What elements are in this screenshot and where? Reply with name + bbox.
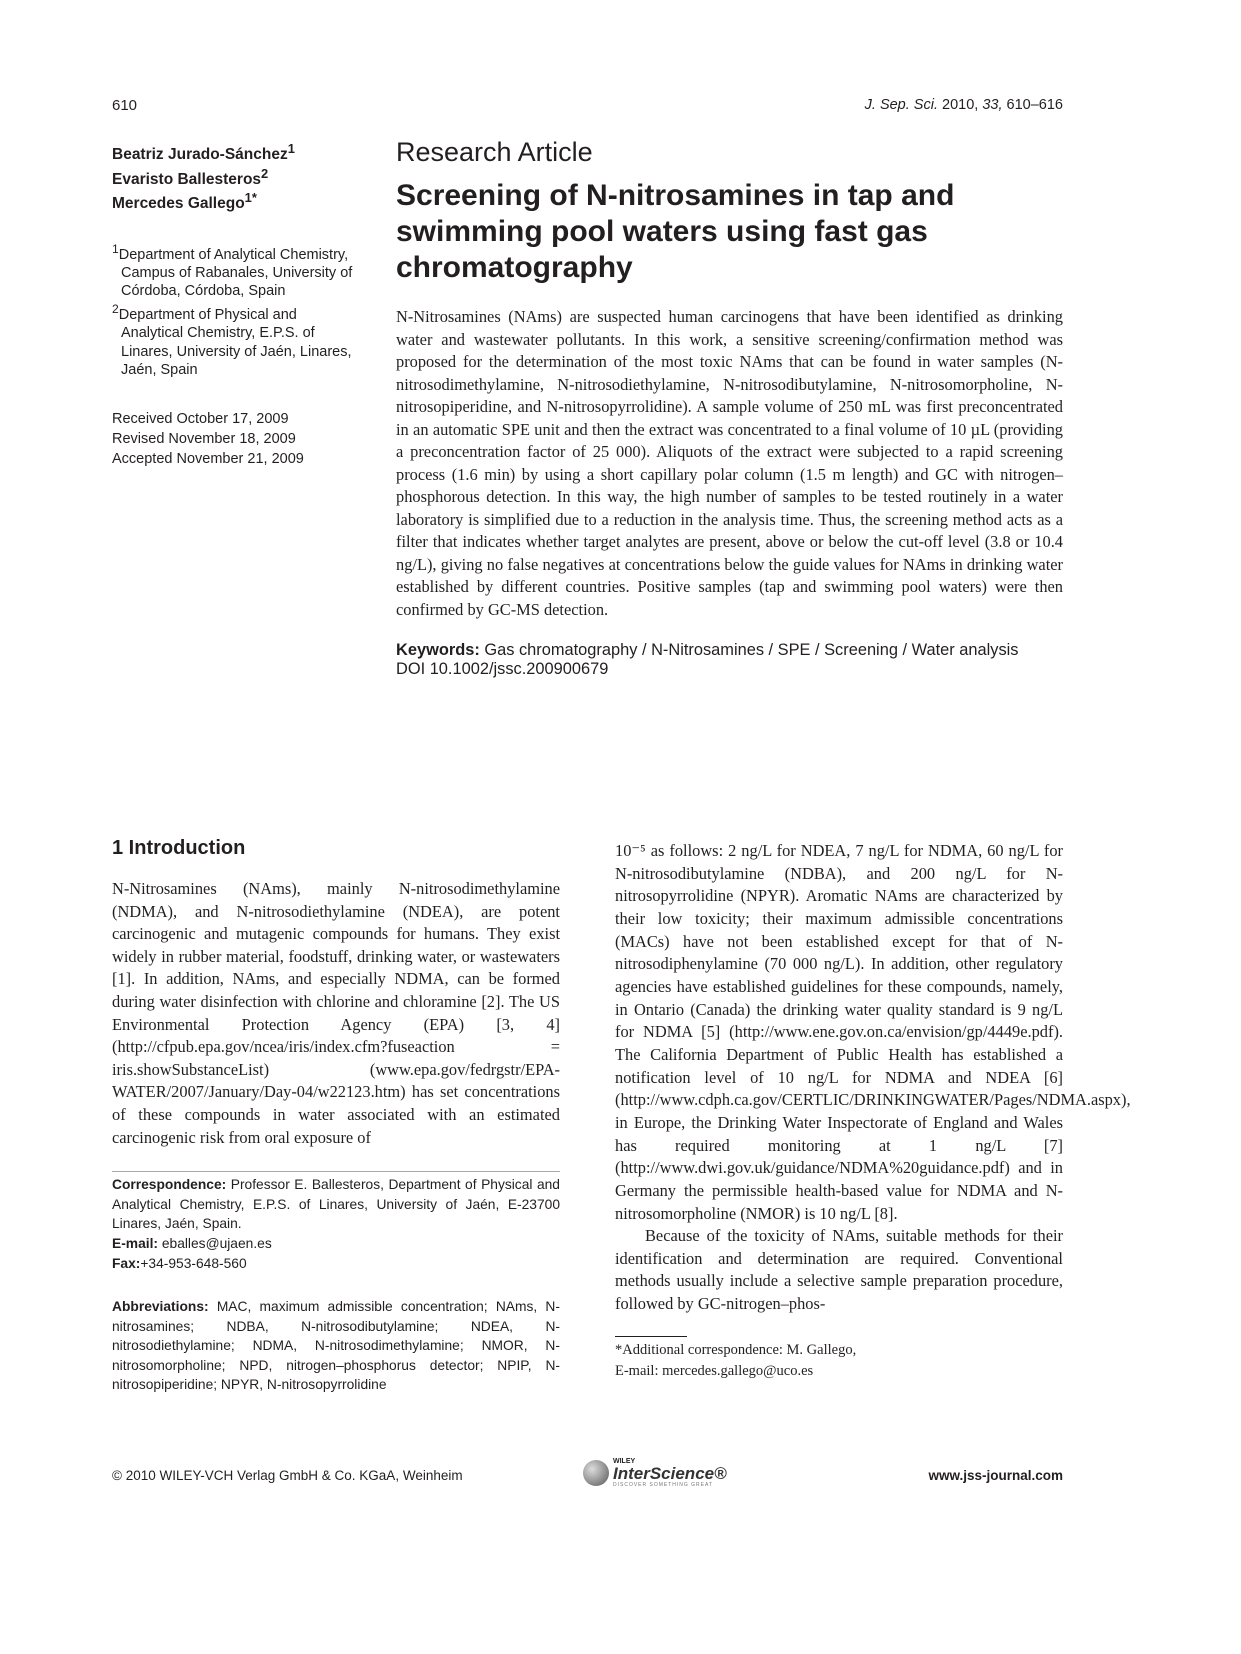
- author: Mercedes Gallego$^{1*}$: [112, 190, 257, 213]
- keywords: [396, 641, 1063, 660]
- year: 2010,: [942, 97, 979, 113]
- footnote-divider: [615, 1336, 687, 1337]
- author: Beatriz Jurado-Sánchez$^1$: [112, 141, 295, 164]
- page-number: 610: [112, 97, 138, 114]
- affiliations: [112, 240, 362, 379]
- left-header-column: [112, 140, 362, 469]
- interscience-logo: WILEY InterScience® DISCOVER SOMETHING GREAT: [583, 1458, 727, 1488]
- affiliation: $^1$Department of Analytical Chemistry, Campus of Rabanales, University of Córdoba, Córdoba, Spain: [112, 241, 353, 300]
- volume: 33,: [982, 97, 1003, 113]
- email-link[interactable]: eballes@ujaen.es: [161, 1235, 272, 1251]
- journal-url[interactable]: www.jss-journal.com: [928, 1468, 1063, 1483]
- keywords-text: Gas chromatography / N-Nitrosamines / SPE / Screening / Water analysis: [484, 641, 1019, 659]
- abstract: N-Nitrosamines (NAms) are suspected human carcinogens that have been identified as drinking water and wastewater pollutants. In this work, a sensitive screening/confirmation method was proposed for the determination of the most toxic NAms that can be found in water samples (N-nitrosodimethylamine, N-nitrosodiethylamine, N-nitrosodibutylamine, N-nitrosomorpholine, N-nitrosopiperidine, and N-nitrosopyrrolidine). A sample volume of 250 mL was first preconcentrated in an automatic SPE unit and then the extract was concentrated to a final volume of 10 µL (providing a preconcentration factor of 25 000). Aliquots of the extract were subjected to a rapid screening process (1.6 min) by using a short capillary polar column (1.5 m length) and GC with nitrogen–phosphorous detection. In this way, the high number of samples to be tested routinely in a water laboratory is simplified due to a reduction in the analysis time. Thus, the screening method acts as a filter that indicates whether target analytes are present, above or below the cut-off level (3.8 or 10.4 ng/L), giving no false negatives at concentrations below the guide values for NAms in drinking water established by different countries. Positive samples (tap and swimming pool waters) were then confirmed by GC-MS detection.: [396, 307, 1063, 619]
- body-left-column: [112, 835, 560, 1395]
- divider: [112, 1171, 560, 1172]
- correspondence: Correspondence: Professor E. Ballesteros, Department of Physical and Analytical Chemistry, E.P.S. of Linares, University of Jaén, E-23700 Linares, Jaén, Spain. E-mail: eballes@ujaen.es Fax:+34-953-648-560: [112, 1177, 560, 1271]
- running-header: [865, 97, 1063, 113]
- journal-name: J. Sep. Sci.: [864, 97, 938, 113]
- intro-left-column: N-Nitrosamines (NAms), mainly N-nitrosodimethylamine (NDMA), and N-nitrosodiethylamine (NDEA), are potent carcinogenic and mutagenic compounds for humans. They exist widely in rubber material, foodstuff, drinking water, or wastewaters [1]. In addition, NAms, and especially NDMA, can be formed during water disinfection with chlorine and chloramine [2]. The US Environmental Protection Agency (EPA) [3, 4] (http://cfpub.epa.gov/ncea/iris/index.cfm?fuseaction = iris.showSubstanceList) (www.epa.gov/fedrgstr/EPA-WATER/2007/January/Day-04/w22123.htm) has set concentrations of these compounds in water associated with an estimated carcinogenic risk from oral exposure of: [112, 879, 560, 1147]
- body-right-column: [615, 840, 1131, 1382]
- keywords-label: Keywords:: [396, 641, 480, 659]
- accepted-date: Accepted November 21, 2009: [112, 451, 304, 468]
- pages: 610–616: [1006, 97, 1063, 113]
- footnote: *Additional correspondence: M. Gallego, E-mail: mercedes.gallego@uco.es: [615, 1341, 857, 1379]
- doi: DOI 10.1002/jssc.200900679: [396, 660, 609, 678]
- intro-right-column: [615, 840, 1131, 1316]
- article-type: Research Article: [396, 137, 593, 167]
- received-date: Received October 17, 2009: [112, 411, 289, 428]
- author-list: [112, 140, 362, 214]
- paragraph: Because of the toxicity of NAms, suitable methods for their identification and determination are required. Conventional methods usually include a selective sample preparation procedure, followed by GC-nitrogen–phos-: [615, 1226, 1063, 1314]
- right-header-column: [396, 136, 1063, 679]
- abbreviations: Abbreviations: MAC, maximum admissible concentration; NAms, N-nitrosamines; NDBA, N-nitrosodibutylamine; NDEA, N-nitrosodiethylamine; NDMA, N-nitrosodimethylamine; NMOR, N-nitrosomorpholine; NPD, nitrogen–phosphorus detector; NPIP, N-nitrosopiperidine; NPYR, N-nitrosopyrrolidine: [112, 1299, 560, 1393]
- author: Evaristo Ballesteros$^2$: [112, 165, 269, 188]
- article-title: Screening of N-nitrosamines in tap and swimming pool waters using fast gas chromatography: [396, 179, 955, 284]
- section-heading: 1 Introduction: [112, 837, 246, 859]
- affiliation: $^2$Department of Physical and Analytical Chemistry, E.P.S. of Linares, University of Jaén, Linares, Jaén, Spain: [112, 302, 352, 378]
- copyright: © 2010 WILEY-VCH Verlag GmbH & Co. KGaA, Weinheim: [112, 1468, 463, 1483]
- revised-date: Revised November 18, 2009: [112, 431, 296, 448]
- globe-icon: [583, 1460, 609, 1486]
- paragraph: 10⁻⁵ as follows: 2 ng/L for NDEA, 7 ng/L for NDMA, 60 ng/L for N-nitrosodibutylamine (NDBA), and 200 ng/L for N-nitrosopyrrolidine (NPYR). Aromatic NAms are characterized by their low toxicity; their maximum admissible concentrations (MACs) have not been established except for that of N-nitrosodiphenylamine (70 000 ng/L). In addition, other regulatory agencies have established guidelines for these compounds, namely, in Ontario (Canada) the drinking water quality standard is 9 ng/L for NDMA [5] (http://www.ene.gov.on.ca/envision/gp/4449e.pdf). The California Department of Public Health has established a notification level of 10 ng/L for NDMA and NDEA [6] (http://www.cdph.ca.gov/CERTLIC/DRINKINGWATER/Pages/NDMA.aspx), in Europe, the Drinking Water Inspectorate of England and Wales has required monitoring at 1 ng/L [7] (http://www.dwi.gov.uk/guidance/NDMA%20guidance.pdf) and in Germany the permissible health-based value for NDMA and N-nitrosomorpholine (NMOR) is 10 ng/L [8].: [615, 841, 1131, 1223]
- article-dates: [112, 409, 362, 469]
